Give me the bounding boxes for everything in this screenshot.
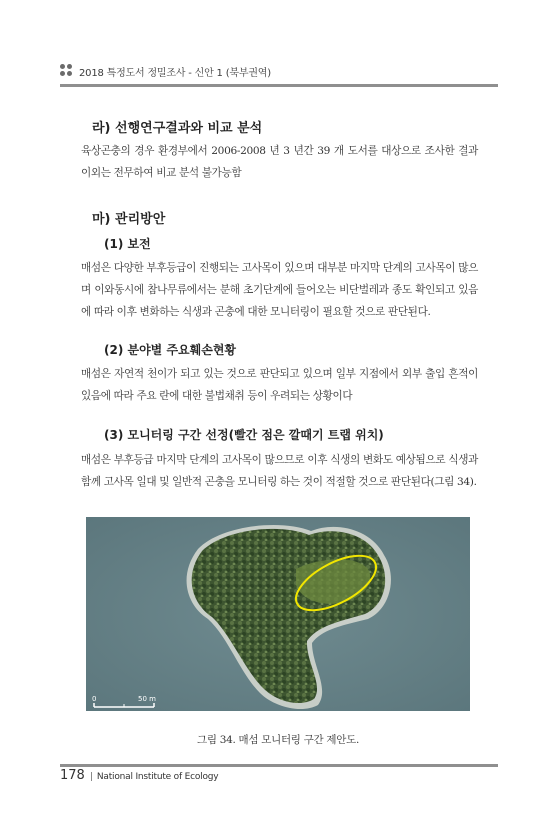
- heading-monitoring: (3) 모니터링 구간 선정(빨간 점은 깔때기 트랩 위치): [104, 428, 384, 442]
- heading-preservation: (1) 보전: [104, 237, 151, 251]
- page-number: 178: [60, 768, 85, 783]
- island-aerial-map: [86, 517, 470, 711]
- paragraph-preservation: 매섬은 다양한 부후등급이 진행되는 고사목이 있으며 대부분 마지막 단계의 고사목이 많으며 이와동시에 참나무류에서는 분해 초기단계에 들어오는 비단벌레과 종도 확인되고 있음에 따라 이후 변화하는 식생과 곤충에 대한 모니터링이 필요할 것으로 판단된다.: [81, 262, 478, 318]
- header-dots-icon: [60, 64, 74, 78]
- paragraph-damage: 매섬은 자연적 천이가 되고 있는 것으로 판단되고 있으며 일부 지점에서 외부 출입 흔적이 있음에 따라 주요 란에 대한 불법채취 등이 우려되는 상황이다: [81, 368, 478, 402]
- paragraph-comparison: 육상곤충의 경우 환경부에서 2006-2008 년 3 년간 39 개 도서를 대상으로 조사한 결과 이외는 전무하여 비교 분석 불가능함: [81, 145, 478, 179]
- page-header: [60, 62, 498, 87]
- scale-label-end: 50 m: [138, 695, 156, 703]
- footer-rule: [60, 764, 498, 767]
- heading-management: 마) 관리방안: [92, 212, 166, 227]
- heading-damage: (2) 분야별 주요훼손현황: [104, 343, 237, 357]
- page-footer: [60, 768, 218, 783]
- heading-comparison: 라) 선행연구결과와 비교 분석: [92, 121, 263, 136]
- scale-label-start: 0: [92, 695, 97, 703]
- paragraph-monitoring: 매섬은 부후등급 마지막 단계의 고사목이 많으므로 이후 식생의 변화도 예상됨으로 식생과 함께 고사목 일대 및 일반적 곤충을 모니터링 하는 것이 적절할 것으로 판단된다(그림 34).: [81, 454, 478, 488]
- header-rule: [60, 84, 498, 87]
- header-title: 2018 특정도서 정밀조사 - 신안 1 (북부권역): [79, 67, 271, 79]
- institution-name: National Institute of Ecology: [96, 772, 219, 782]
- figure-caption: 그림 34. 매섬 모니터링 구간 제안도.: [197, 734, 359, 746]
- footer-separator: |: [89, 772, 93, 782]
